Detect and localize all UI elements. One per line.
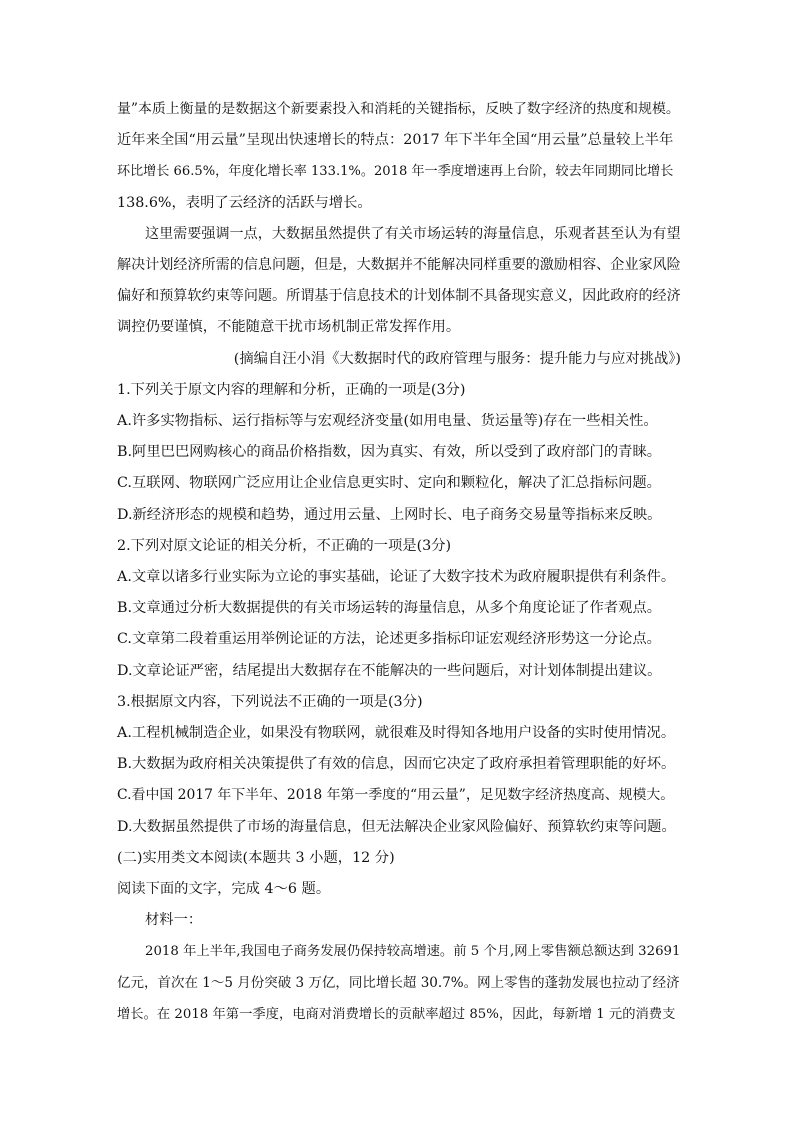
question-stem: 2.下列对原文论证的相关分析，不正确的一项是(3分): [117, 537, 452, 554]
option-a: A.许多实物指标、运行指标等与宏观经济变量(如用电量、货运量等)存在一些相关性。: [117, 413, 658, 430]
text-line: 解决计划经济所需的信息问题，但是，大数据并不能解决同样重要的激励相容、企业家风险: [117, 257, 681, 274]
text-line: 近年来全国“用云量”呈现出快速增长的特点：2017 年下半年全国“用云量”总量较上半年: [117, 132, 674, 149]
text-line: 138.6%，表明了云经济的活跃与增长。: [117, 194, 372, 211]
option-c: C.互联网、物联网广泛应用让企业信息更实时、定向和颗粒化，解决了汇总指标问题。: [117, 475, 661, 492]
option-a: A.工程机械制造企业，如果没有物联网，就很难及时得知各地用户设备的实时使用情况。: [117, 725, 676, 742]
text-line: 环比增长 66.5%，年度化增长率 133.1%。2018 年一季度增速再上台阶，较去年同期同比增长: [117, 164, 674, 180]
question-1: [117, 375, 681, 531]
document-page: [117, 94, 681, 1030]
text-line: 2018 年上半年,我国电子商务发展仍保持较高增速。前 5 个月,网上零售额总额达到 32691: [145, 944, 681, 960]
option-d: D.文章论证严密，结尾提出大数据存在不能解决的一些问题后，对计划体制提出建议。: [117, 662, 662, 679]
question-stem: 1.下列关于原文内容的理解和分析，正确的一项是(3分): [117, 381, 466, 398]
option-b: B.文章通过分析大数据提供的有关市场运转的海量信息，从多个角度论证了作者观点。: [117, 600, 662, 617]
text-line: 调控仍要谨慎，不能随意干扰市场机制正常发挥作用。: [117, 319, 461, 336]
section-heading: (二)实用类文本阅读(本题共 3 小题，12 分): [117, 849, 395, 866]
option-d: D.大数据虽然提供了市场的海量信息，但无法解决企业家风险偏好、预算软约束等问题。: [117, 818, 676, 835]
option-d: D.新经济形态的规模和趋势，通过用云量、上网时长、电子商务交易量等指标来反映。: [117, 506, 662, 523]
text-line: 亿元，首次在 1～5 月份突破 3 万亿，同比增长超 30.7%。网上零售的蓬勃发展也拉动了经济: [117, 974, 680, 991]
source-citation: (摘编自汪小涓《大数据时代的政府管理与服务：提升能力与应对挑战》): [233, 350, 681, 367]
option-b: B.大数据为政府相关决策提供了有效的信息，因而它决定了政府承担着管理职能的好坏。: [117, 756, 676, 773]
text-line: 量”本质上衡量的是数据这个新要素投入和消耗的关键指标，反映了数字经济的热度和规模。: [117, 101, 680, 117]
question-2: [117, 531, 681, 687]
material-paragraph: [117, 936, 681, 1030]
option-c: C.看中国 2017 年下半年、2018 年第一季度的“用云量”，足见数字经济热度高、规模大。: [117, 787, 675, 804]
question-stem: 3.根据原文内容，下列说法不正确的一项是(3分): [117, 693, 423, 710]
text-line: 增长。在 2018 年第一季度，电商对消费增长的贡献率超过 85%，因此，每新增 1 元的消费支: [117, 1006, 676, 1022]
section-instruction: 阅读下面的文字，完成 4～6 题。: [117, 881, 331, 898]
material-label: 材料一：: [145, 912, 203, 929]
option-b: B.阿里巴巴网购核心的商品价格指数，因为真实、有效，所以受到了政府部门的青睐。: [117, 444, 662, 461]
text-line: 偏好和预算软约束等问题。所谓基于信息技术的计划体制不具备现实意义，因此政府的经济: [117, 288, 681, 305]
paragraph-2: [117, 219, 681, 344]
option-a: A.文章以诸多行业实际为立论的事实基础，论证了大数字技术为政府履职提供有利条件。: [117, 569, 676, 586]
option-c: C.文章第二段着重运用举例论证的方法，论述更多指标印证宏观经济形势这一分论点。: [117, 631, 661, 648]
paragraph-1: [117, 94, 681, 219]
text-line: 这里需要强调一点，大数据虽然提供了有关市场运转的海量信息，乐观者甚至认为有望: [145, 225, 681, 242]
question-3: [117, 687, 681, 843]
